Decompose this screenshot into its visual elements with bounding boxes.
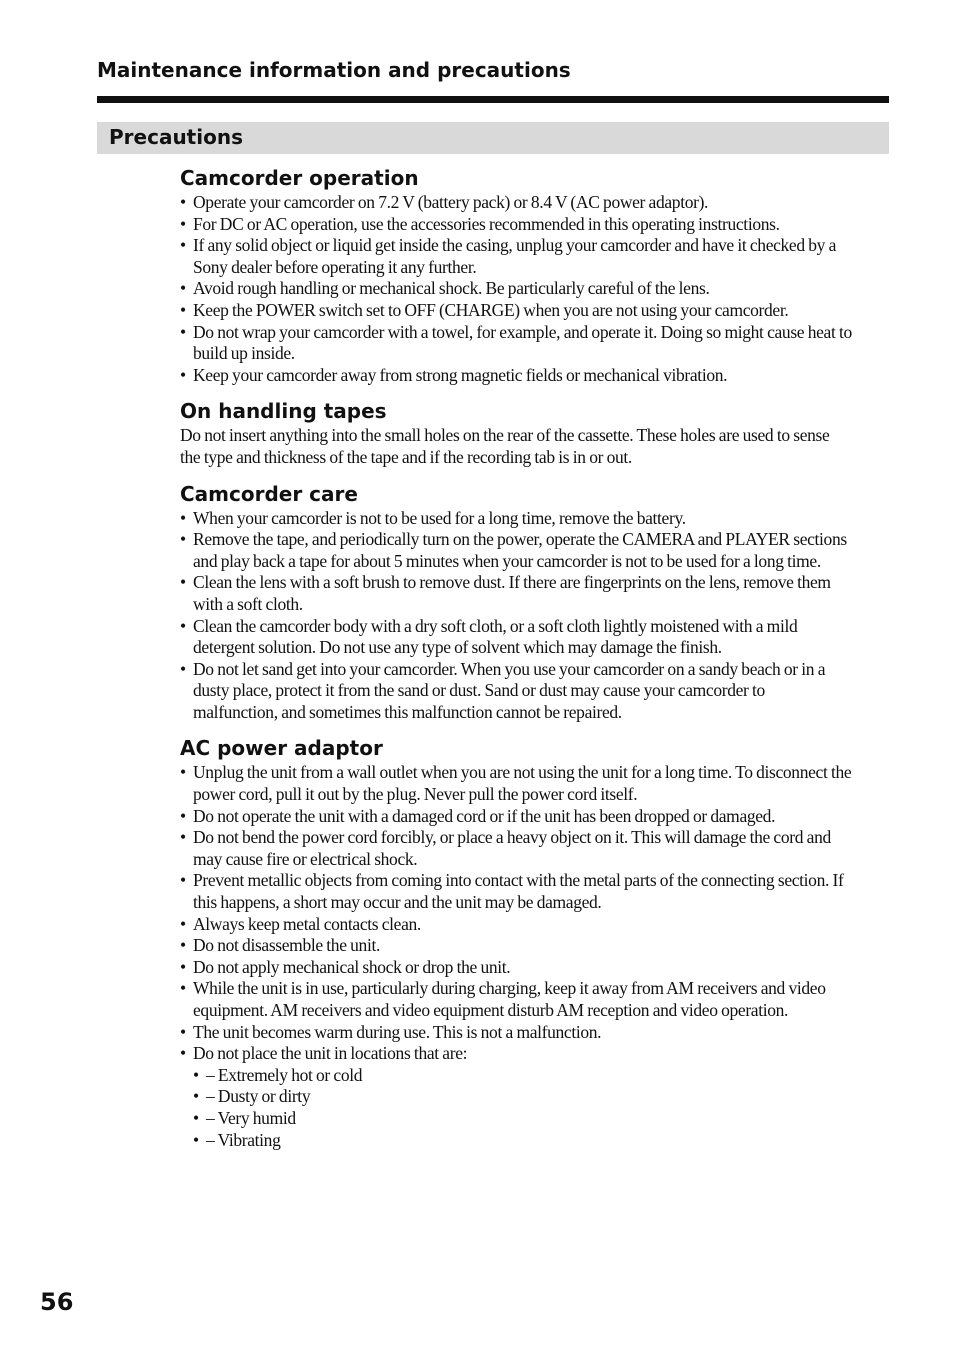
list-item — [180, 1043, 852, 1151]
list-item: • Keep the POWER switch set to OFF (CHARGE) when you are not using your camcorder. — [180, 300, 852, 322]
list-item: • Remove the tape, and periodically turn on the power, operate the CAMERA and PLAYER sections and play back a tape for about 5 minutes when your camcorder is not to be used for a long time. — [180, 529, 852, 572]
camcorder-operation-list — [180, 192, 852, 386]
ac-power-adaptor-list — [180, 762, 852, 1151]
page-number: 56 — [40, 1288, 74, 1316]
list-item: • Unplug the unit from a wall outlet when you are not using the unit for a long time. To disconnect the power cord, pull it out by the plug. Never pull the power cord itself. — [180, 762, 852, 805]
locations-list — [193, 1065, 852, 1151]
list-item: • Do not bend the power cord forcibly, or place a heavy object on it. This will damage the cord and may cause fire or electrical shock. — [180, 827, 852, 870]
list-item: • If any solid object or liquid get inside the casing, unplug your camcorder and have it checked by a Sony dealer before operating it any further. — [180, 235, 852, 278]
section-title: Precautions — [109, 125, 243, 149]
list-item: • While the unit is in use, particularly during charging, keep it away from AM receivers and video equipment. AM receivers and video equipment disturb AM reception and video operation. — [180, 978, 852, 1021]
main-content — [180, 164, 852, 1162]
location-item: • – Extremely hot or cold — [193, 1065, 852, 1087]
handling-tapes-text: Do not insert anything into the small holes on the rear of the cassette. These holes are used to sense the type and thickness of the tape and if the recording tab is in or out. — [180, 425, 830, 467]
list-item: • Clean the camcorder body with a dry soft cloth, or a soft cloth lightly moistened with a mild detergent solution. Do not use any type of solvent which may damage the finish. — [180, 616, 852, 659]
camcorder-care-heading: Camcorder care — [180, 481, 358, 506]
list-item: • Clean the lens with a soft brush to remove dust. If there are fingerprints on the lens, remove them with a soft cloth. — [180, 572, 852, 615]
list-item: • Do not apply mechanical shock or drop the unit. — [180, 957, 852, 979]
list-item: • Avoid rough handling or mechanical shock. Be particularly careful of the lens. — [180, 278, 852, 300]
page-header-title: Maintenance information and precautions — [97, 58, 571, 82]
list-item: • Do not wrap your camcorder with a towel, for example, and operate it. Doing so might cause heat to build up inside. — [180, 322, 852, 365]
camcorder-operation-heading: Camcorder operation — [180, 166, 419, 190]
list-item: • Keep your camcorder away from strong magnetic fields or mechanical vibration. — [180, 365, 852, 387]
ac-power-adaptor-section — [180, 734, 852, 1151]
list-item: • Always keep metal contacts clean. — [180, 914, 852, 936]
list-item: • Do not let sand get into your camcorder. When you use your camcorder on a sandy beach or in a dusty place, protect it from the sand or dust. Sand or dust may cause your camcorder to malfunction, and sometimes this malfunction cannot be repaired. — [180, 659, 852, 724]
handling-tapes-section — [180, 397, 852, 468]
ac-power-adaptor-heading: AC power adaptor — [180, 736, 383, 761]
handling-tapes-heading: On handling tapes — [180, 399, 387, 424]
list-item-text: Do not place the unit in locations that are: — [193, 1043, 468, 1064]
list-item: • The unit becomes warm during use. This is not a malfunction. — [180, 1022, 852, 1044]
list-item: • Operate your camcorder on 7.2 V (battery pack) or 8.4 V (AC power adaptor). — [180, 192, 852, 214]
list-item: • For DC or AC operation, use the accessories recommended in this operating instructions. — [180, 214, 852, 236]
header-divider — [97, 96, 889, 103]
list-item: • Do not disassemble the unit. — [180, 935, 852, 957]
list-item: • Do not operate the unit with a damaged cord or if the unit has been dropped or damaged. — [180, 806, 852, 828]
section-bar — [97, 122, 889, 154]
list-item: • When your camcorder is not to be used for a long time, remove the battery. — [180, 508, 852, 530]
camcorder-care-list — [180, 508, 852, 724]
location-item: • – Very humid — [193, 1108, 852, 1130]
camcorder-operation-section — [180, 164, 852, 386]
camcorder-care-section — [180, 480, 852, 724]
list-item: • Prevent metallic objects from coming into contact with the metal parts of the connecting section. If this happens, a short may occur and the unit may be damaged. — [180, 870, 852, 913]
location-item: • – Vibrating — [193, 1130, 852, 1152]
location-item: • – Dusty or dirty — [193, 1086, 852, 1108]
